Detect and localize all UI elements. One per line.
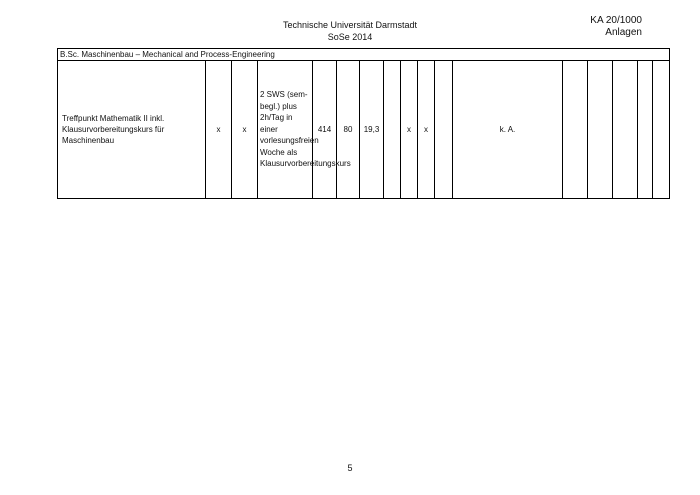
table-row [58, 61, 670, 199]
empty-cell [613, 61, 638, 199]
value-cell: 414 [313, 61, 337, 199]
section-title: B.Sc. Maschinenbau – Mechanical and Process-Engineering [58, 49, 670, 61]
mark-cell: x [232, 61, 258, 199]
empty-cell [653, 61, 670, 199]
value-cell: 80 [337, 61, 360, 199]
page-number: 5 [347, 463, 353, 473]
value-cell: 19,3 [360, 61, 384, 199]
university-name: Technische Universität Darmstadt [282, 20, 418, 30]
empty-cell [563, 61, 588, 199]
section-header-row [58, 49, 670, 61]
document-reference [590, 15, 642, 39]
reference-number: KA 20/1000 [590, 15, 642, 26]
note-cell: k. A. [453, 61, 563, 199]
empty-cell [638, 61, 653, 199]
annex-label: Anlagen [605, 27, 642, 38]
mark-cell: x [401, 61, 418, 199]
semester: SoSe 2014 [327, 32, 373, 42]
empty-cell [435, 61, 453, 199]
sws-description: 2 SWS (sem-begl.) plus 2h/Tag in einer vorlesungsfreien Woche als Klausurvorbereitungskurs [258, 61, 313, 199]
mark-cell: x [206, 61, 232, 199]
empty-cell [384, 61, 401, 199]
course-name: Treffpunkt Mathematik II inkl. Klausurvorbereitungskurs für Maschinenbau [58, 61, 206, 199]
mark-cell: x [418, 61, 435, 199]
empty-cell [588, 61, 613, 199]
course-table [57, 48, 670, 199]
